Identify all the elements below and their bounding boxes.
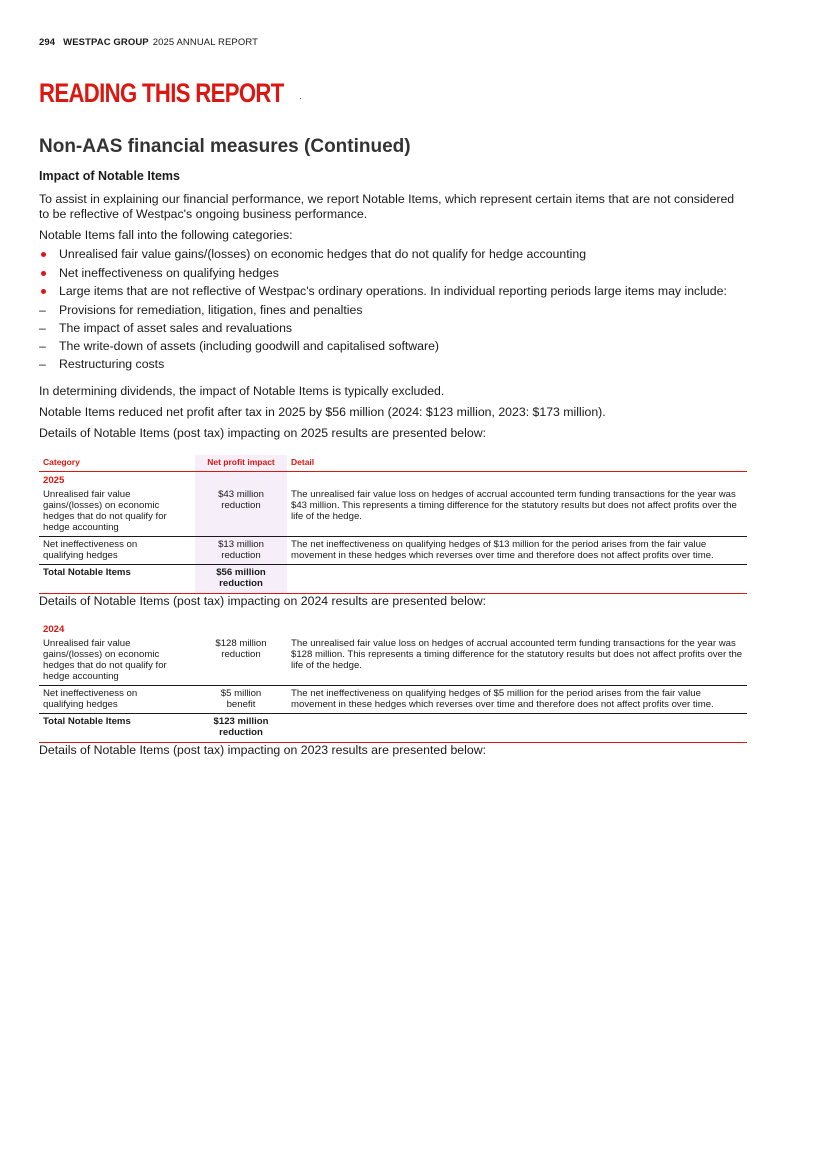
org-name: WESTPAC GROUP	[63, 37, 149, 48]
category-list	[39, 247, 747, 372]
total-value: $56 million reduction	[195, 564, 287, 593]
subheading: Impact of Notable Items	[39, 169, 180, 183]
table-2024-intro: Details of Notable Items (post tax) impacting on 2024 results are presented below:	[39, 593, 487, 608]
running-header	[39, 37, 258, 48]
total-label: Total Notable Items	[39, 564, 195, 593]
dash-icon: –	[39, 357, 46, 372]
category-cell: Net ineffectiveness on qualifying hedges	[39, 685, 195, 713]
bullet-icon	[41, 289, 46, 294]
year-row	[39, 471, 747, 487]
table-header-row	[39, 455, 747, 472]
total-row	[39, 564, 747, 593]
table-row	[39, 685, 747, 713]
list-item: Net ineffectiveness on qualifying hedges	[39, 266, 747, 281]
notable-items-table-2025	[39, 455, 747, 594]
year-label: 2024	[43, 623, 65, 635]
dash-icon: –	[39, 338, 46, 353]
category-cell: Unrealised fair value gains/(losses) on economic hedges that do not qualify for hedge accounting	[39, 636, 195, 686]
table-2025-intro: Details of Notable Items (post tax) impacting on 2025 results are presented below:	[39, 425, 487, 440]
page-number: 294	[39, 37, 56, 48]
impact-cell: $128 million reduction	[195, 636, 287, 686]
sub-list-item: – Provisions for remediation, litigation, fines and penalties	[39, 302, 363, 317]
impact-cell: $5 million benefit	[195, 685, 287, 713]
year-row	[39, 621, 747, 636]
table-row	[39, 487, 747, 537]
column-header-category: Category	[39, 455, 195, 472]
net-profit-paragraph: Notable Items reduced net profit after tax in 2025 by $56 million (2024: $123 million, 2023: $173 million).	[39, 404, 606, 419]
column-header-detail: Detail	[287, 455, 747, 472]
detail-cell: The unrealised fair value loss on hedges of accrual accounted term funding transactions for the year was $128 million. This represents a timing difference for the statutory results but does not affect profits over the life of the hedge.	[287, 636, 747, 686]
sub-list	[39, 303, 747, 372]
dividends-paragraph: In determining dividends, the impact of Notable Items is typically excluded.	[39, 383, 445, 398]
sub-list-item: – The impact of asset sales and revaluations	[39, 320, 293, 335]
categories-intro: Notable Items fall into the following categories:	[39, 228, 293, 242]
page-title: Non-AAS financial measures (Continued)	[39, 136, 411, 157]
notable-items-table-2024	[39, 621, 747, 743]
column-header-impact: Net profit impact	[195, 455, 287, 472]
table-2023-intro: Details of Notable Items (post tax) impacting on 2023 results are presented below:	[39, 742, 487, 757]
dash-icon: –	[39, 302, 46, 317]
category-cell: Net ineffectiveness on qualifying hedges	[39, 536, 195, 564]
detail-cell: The net ineffectiveness on qualifying hedges of $5 million for the period arises from the fair value movement in these hedges which reverses over time and therefore does not affect profits over time.	[287, 685, 747, 713]
dash-icon: –	[39, 320, 46, 335]
year-label: 2025	[43, 474, 65, 486]
impact-cell: $43 million reduction	[195, 487, 287, 537]
sub-list-item: – The write-down of assets (including goodwill and capitalised software)	[39, 338, 440, 353]
detail-cell: The unrealised fair value loss on hedges of accrual accounted term funding transactions for the year was $43 million. This represents a timing difference for the statutory results but does not affect profits over the life of the hedge.	[287, 487, 747, 537]
bullet-icon	[41, 252, 46, 257]
section-banner: READING THIS REPORT	[39, 78, 284, 108]
total-row	[39, 713, 747, 742]
list-item: Large items that are not reflective of Westpac's ordinary operations. In individual reporting periods large items may include: – Provisions for remediation, litigation, fines and penalties – The impact of asset sales and revaluations – The write-down of assets (including goodwill and capitalised software) – Restructuring costs	[39, 284, 747, 372]
table-row	[39, 636, 747, 686]
category-cell: Unrealised fair value gains/(losses) on economic hedges that do not qualify for hedge accounting	[39, 487, 195, 537]
sub-list-item: – Restructuring costs	[39, 357, 165, 372]
intro-paragraph: To assist in explaining our financial performance, we report Notable Items, which represent certain items that are not considered to be reflective of Westpac's ongoing business performance.	[39, 192, 735, 221]
total-label: Total Notable Items	[39, 713, 195, 742]
total-value: $123 million reduction	[195, 713, 287, 742]
detail-cell: The net ineffectiveness on qualifying hedges of $13 million for the period arises from the fair value movement in these hedges which reverses over time and therefore does not affect profits over time.	[287, 536, 747, 564]
table-row	[39, 536, 747, 564]
decorative-dot	[300, 98, 301, 99]
impact-cell: $13 million reduction	[195, 536, 287, 564]
main-content	[39, 136, 747, 764]
bullet-icon	[41, 271, 46, 276]
report-name: 2025 ANNUAL REPORT	[152, 37, 259, 48]
list-item: Unrealised fair value gains/(losses) on economic hedges that do not qualify for hedge accounting	[39, 247, 747, 262]
